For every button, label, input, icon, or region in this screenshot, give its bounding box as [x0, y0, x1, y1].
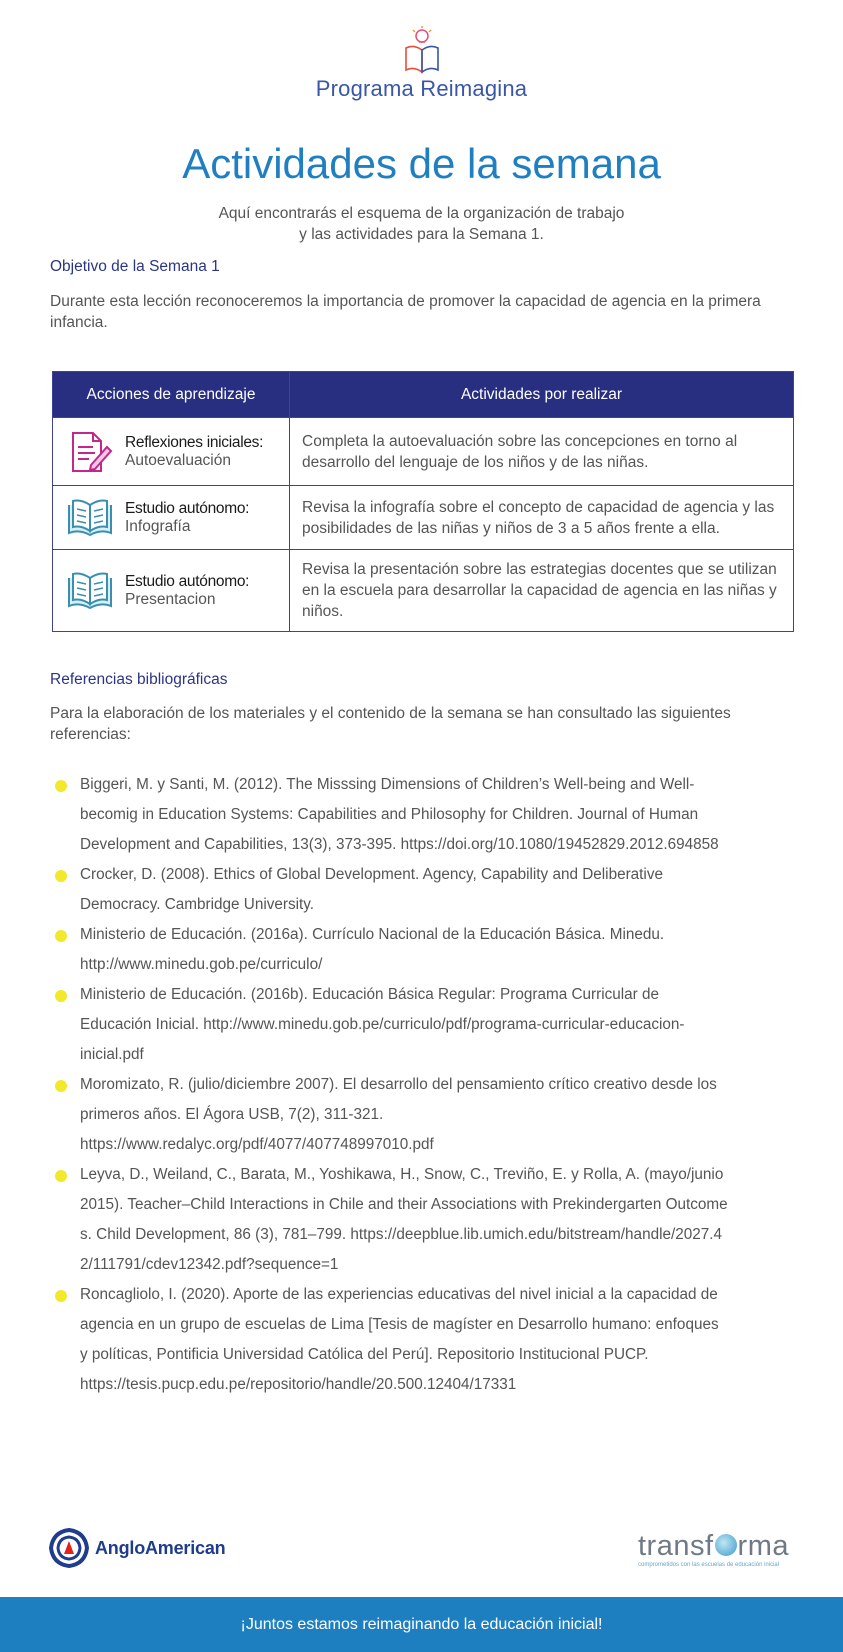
reference-text: Leyva, D., Weiland, C., Barata, M., Yoshikawa, H., Snow, C., Treviño, E. y Rolla, A. (mayo/junio 2015). Teacher–Child Interactions in Chile and their Associations with Prekindergarten Outcomes. Child Development, 86 (3), 781–799. https://deepblue.lib.umich.edu/bitstream/handle/2027.42/111791/cdev12342.pdf?sequence=1: [80, 1166, 728, 1273]
reference-text: Ministerio de Educación. (2016a). Currículo Nacional de la Educación Básica. Minedu. http://www.minedu.gob.pe/curriculo/: [80, 926, 665, 973]
action-subtitle: Autoevaluación: [125, 451, 231, 469]
reference-text: Biggeri, M. y Santi, M. (2012). The Misssing Dimensions of Children’s Well-being and Well-becomig in Education Systems: Capabilities and Philosophy for Children. Journal of Human Development and Capabilities, 13(3), 373-395. https://doi.org/10.1080/19452829.2012.694858: [80, 776, 719, 853]
references-intro: Para la elaboración de los materiales y el contenido de la semana se han consultado las siguientes referencias:: [50, 705, 731, 743]
bullet-dot: [55, 930, 67, 942]
objective-heading: Objetivo de la Semana 1: [50, 258, 220, 275]
document-pencil-icon: [65, 429, 115, 475]
list-item: [50, 860, 730, 920]
activity-description: Revisa la presentación sobre las estrategias docentes que se utilizan en la escuela para desarrollar la capacidad de agencia en las niñas y niños.: [290, 550, 794, 632]
list-item: [50, 770, 730, 860]
action-subtitle: Infografía: [125, 517, 191, 535]
transforma-text-end: rma: [737, 1530, 789, 1562]
globe-icon: [715, 1534, 737, 1556]
action-cell: [53, 550, 290, 632]
intro-line-2: y las actividades para la Semana 1.: [299, 226, 544, 243]
activity-description: Revisa la infografía sobre el concepto de capacidad de agencia y las posibilidades de las niñas y niños de 3 a 5 años frente a ella.: [290, 486, 794, 550]
action-subtitle: Presentacion: [125, 590, 216, 608]
action-title: Estudio autónomo:: [125, 499, 250, 517]
anglo-american-logo: [49, 1528, 225, 1568]
reference-text: Ministerio de Educación. (2016b). Educación Básica Regular: Programa Curricular de Educación Inicial. http://www.minedu.gob.pe/curriculo/pdf/programa-curricular-educacion-inicial.pdf: [80, 986, 685, 1063]
open-book-icon: [65, 495, 115, 541]
transforma-logo: [638, 1530, 798, 1568]
action-title: Reflexiones iniciales:: [125, 433, 264, 451]
page-title: Actividades de la semana: [182, 140, 661, 187]
bullet-dot: [55, 870, 67, 882]
bullet-dot: [55, 990, 67, 1002]
transforma-wordmark: [638, 1530, 798, 1563]
activities-table: [52, 371, 794, 632]
reference-text: Roncagliolo, I. (2020). Aporte de las experiencias educativas del nivel inicial a la capacidad de agencia en un grupo de escuelas de Lima [Tesis de magíster en Desarrollo humano: enfoques y políticas, Pontificia Universidad Católica del Perú]. Repositorio Institucional PUCP. https://tesis.pucp.edu.pe/repositorio/handle/20.500.12404/17331: [80, 1286, 719, 1393]
anglo-american-text: AngloAmerican: [95, 1537, 226, 1558]
program-logo: [0, 26, 843, 102]
list-item: [50, 1160, 730, 1280]
list-item: [50, 920, 730, 980]
transforma-text-start: transf: [638, 1530, 714, 1562]
action-cell: [53, 418, 290, 486]
bullet-dot: [55, 1080, 67, 1092]
reference-text: Crocker, D. (2008). Ethics of Global Development. Agency, Capability and Deliberative Democracy. Cambridge University.: [80, 866, 663, 913]
table-row: [53, 486, 794, 550]
action-title: Estudio autónomo:: [125, 572, 250, 590]
program-logo-text: Programa Reimagina: [315, 76, 528, 101]
bullet-dot: [55, 780, 67, 792]
objective-text: Durante esta lección reconoceremos la importancia de promover la capacidad de agencia en la primera infancia.: [50, 293, 761, 331]
references-list: [50, 770, 730, 1400]
col-header-actions: Acciones de aprendizaje: [53, 372, 290, 418]
action-cell: [53, 486, 290, 550]
open-book-icon: [65, 568, 115, 614]
reference-text: Moromizato, R. (julio/diciembre 2007). El desarrollo del pensamiento crítico creativo desde los primeros años. El Ágora USB, 7(2), 311-321. https://www.redalyc.org/pdf/4077/407748997010.pdf: [80, 1076, 717, 1153]
references-heading: Referencias bibliográficas: [50, 671, 228, 688]
activity-description: Completa la autoevaluación sobre las concepciones en torno al desarrollo del lenguaje de los niños y de las niñas.: [290, 418, 794, 486]
intro-line-1: Aquí encontrarás el esquema de la organización de trabajo: [218, 205, 625, 222]
list-item: [50, 1070, 730, 1160]
list-item: [50, 980, 730, 1070]
table-row: [53, 550, 794, 632]
page-intro: [0, 203, 843, 245]
book-lightbulb-icon: [402, 26, 442, 74]
anglo-american-emblem-icon: [49, 1528, 89, 1568]
transforma-tagline: comprometidos con las escuelas de educación inicial: [638, 1562, 780, 1568]
col-header-activities: Actividades por realizar: [290, 372, 794, 418]
table-row: [53, 418, 794, 486]
footer-banner: ¡Juntos estamos reimaginando la educación inicial!: [0, 1597, 843, 1652]
list-item: [50, 1280, 730, 1400]
bullet-dot: [55, 1290, 67, 1302]
table-header-row: [53, 372, 794, 418]
bullet-dot: [55, 1170, 67, 1182]
